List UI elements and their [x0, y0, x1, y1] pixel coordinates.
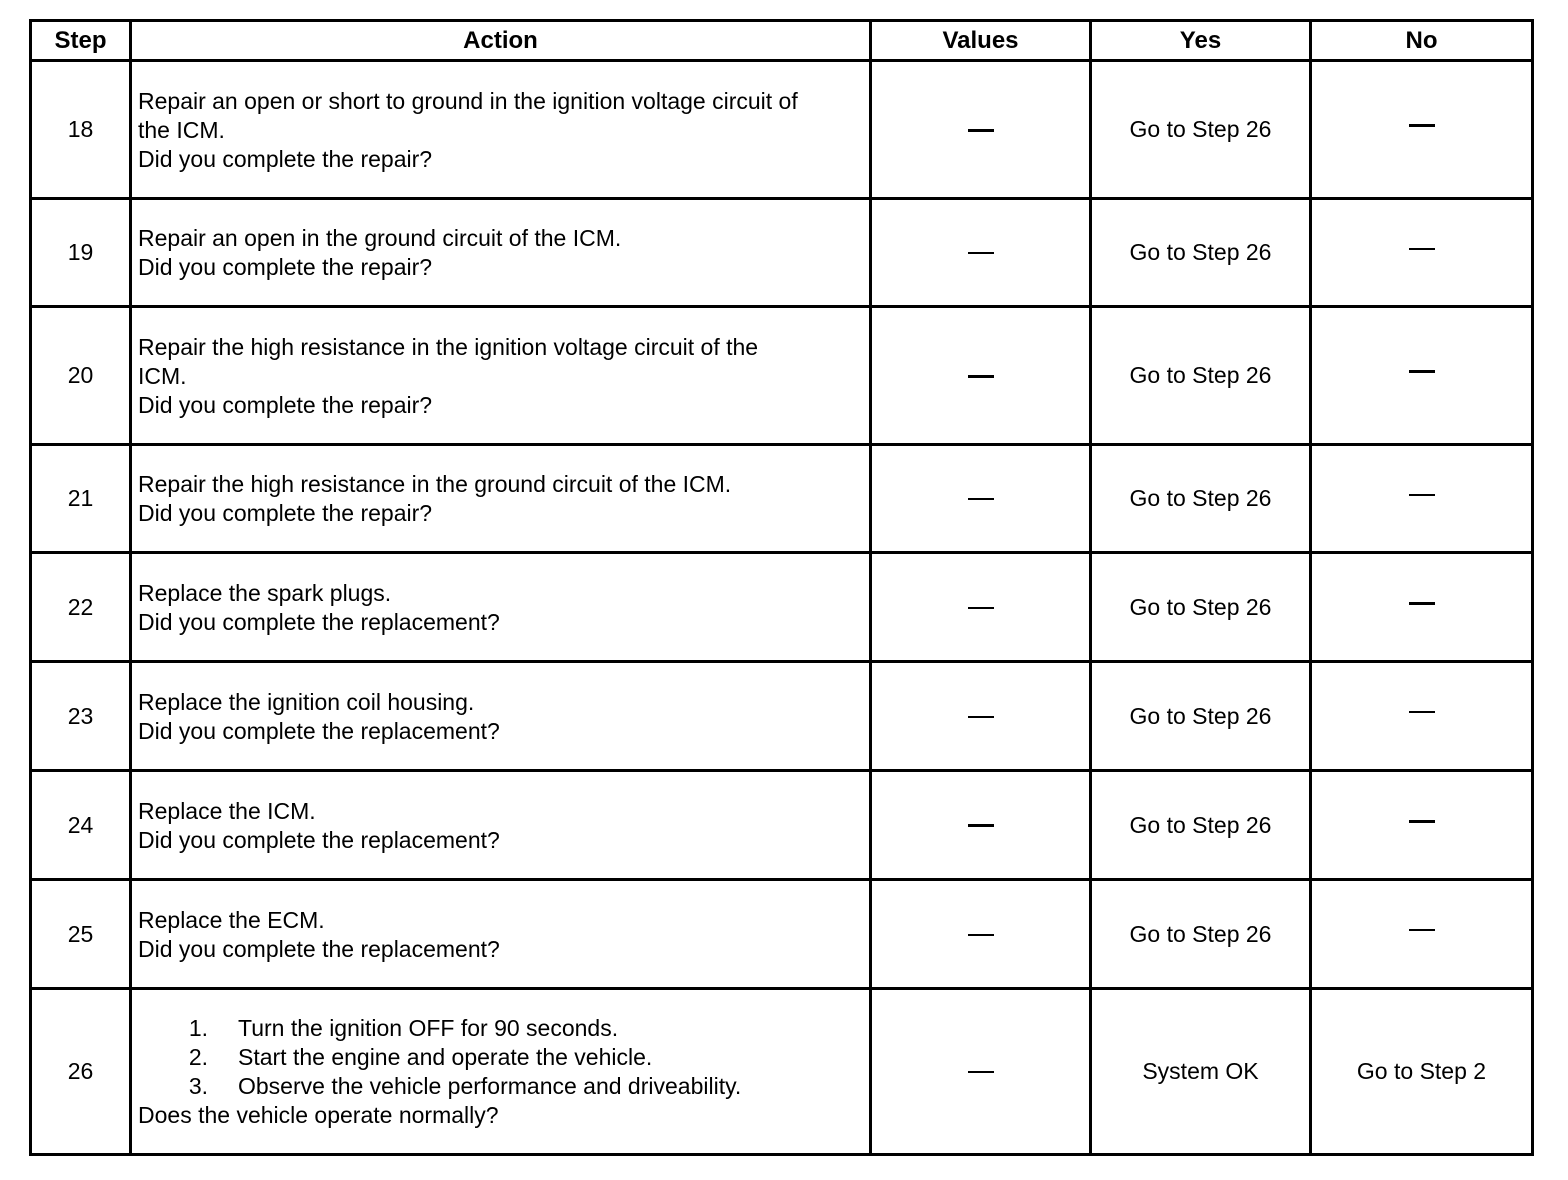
action-text: Replace the ignition coil housing. — [138, 688, 475, 715]
action-text: Repair an open in the ground circuit of the ICM. — [138, 225, 622, 251]
list-item-text: Observe the vehicle performance and driveability. — [238, 1073, 742, 1099]
no-cell — [1311, 445, 1533, 553]
yes-cell: Go to Step 26 — [1091, 199, 1311, 307]
values-dash — [968, 824, 994, 827]
no-dash — [1409, 602, 1435, 605]
no-cell — [1311, 553, 1533, 662]
header-yes: Yes — [1091, 21, 1311, 61]
table-row — [31, 199, 1533, 307]
table-row — [31, 307, 1533, 445]
action-cell — [131, 307, 871, 445]
step-number: 21 — [31, 445, 131, 553]
action-cell — [131, 771, 871, 880]
no-cell — [1311, 662, 1533, 771]
values-cell — [871, 662, 1091, 771]
no-dash — [1409, 711, 1435, 713]
table-row — [31, 445, 1533, 553]
action-question: Did you complete the repair? — [138, 145, 433, 172]
table-row — [31, 662, 1533, 771]
no-dash — [1409, 248, 1435, 250]
list-item-number: 1. — [188, 1015, 208, 1041]
yes-cell: Go to Step 26 — [1091, 662, 1311, 771]
list-item-number: 2. — [188, 1044, 208, 1070]
action-cell — [131, 445, 871, 553]
values-dash — [968, 129, 994, 132]
table-row — [31, 989, 1533, 1155]
step-number: 24 — [31, 771, 131, 880]
action-cell — [131, 989, 871, 1155]
action-text: Repair an open or short to ground in the ignition voltage circuit of — [138, 87, 798, 114]
action-question: Did you complete the replacement? — [138, 935, 500, 962]
action-text: the ICM. — [138, 116, 225, 143]
values-cell — [871, 880, 1091, 989]
values-dash — [968, 498, 994, 500]
no-cell — [1311, 307, 1533, 445]
table-row — [31, 880, 1533, 989]
no-dash — [1409, 929, 1435, 931]
procedure-list — [138, 1014, 869, 1101]
values-cell — [871, 61, 1091, 199]
values-cell — [871, 989, 1091, 1155]
list-item — [138, 1014, 869, 1043]
action-text: Repair the high resistance in the ignition voltage circuit of the — [138, 333, 759, 360]
values-dash — [968, 375, 994, 378]
step-number: 26 — [31, 989, 131, 1155]
yes-cell: Go to Step 26 — [1091, 445, 1311, 553]
header-values: Values — [871, 21, 1091, 61]
step-number: 22 — [31, 553, 131, 662]
header-row — [31, 21, 1533, 61]
action-question: Did you complete the replacement? — [138, 717, 500, 744]
step-number: 23 — [31, 662, 131, 771]
list-item — [138, 1043, 869, 1072]
values-cell — [871, 199, 1091, 307]
step-number: 18 — [31, 61, 131, 199]
no-cell — [1311, 880, 1533, 989]
yes-cell: Go to Step 26 — [1091, 771, 1311, 880]
no-cell: Go to Step 2 — [1311, 989, 1533, 1155]
action-cell — [131, 553, 871, 662]
action-cell — [131, 199, 871, 307]
step-number: 25 — [31, 880, 131, 989]
header-action: Action — [131, 21, 871, 61]
action-text: Replace the spark plugs. — [138, 579, 392, 606]
yes-cell: System OK — [1091, 989, 1311, 1155]
list-item — [138, 1072, 869, 1101]
values-dash — [968, 716, 994, 718]
action-cell — [131, 662, 871, 771]
no-dash — [1409, 124, 1435, 127]
action-question: Did you complete the replacement? — [138, 608, 500, 635]
action-cell — [131, 61, 871, 199]
values-dash — [968, 252, 994, 254]
values-cell — [871, 553, 1091, 662]
table-row — [31, 771, 1533, 880]
list-item-text: Start the engine and operate the vehicle. — [238, 1044, 653, 1070]
step-number: 19 — [31, 199, 131, 307]
no-cell — [1311, 199, 1533, 307]
no-dash — [1409, 820, 1435, 823]
values-cell — [871, 307, 1091, 445]
diagnostic-table — [29, 19, 1534, 1156]
list-item-number: 3. — [188, 1073, 208, 1099]
list-item-text: Turn the ignition OFF for 90 seconds. — [238, 1015, 619, 1041]
action-text: Replace the ECM. — [138, 906, 325, 933]
action-text: ICM. — [138, 362, 187, 389]
action-text: Replace the ICM. — [138, 797, 316, 824]
header-step: Step — [31, 21, 131, 61]
step-number: 20 — [31, 307, 131, 445]
no-dash — [1409, 370, 1435, 373]
table-row — [31, 61, 1533, 199]
table-row — [31, 553, 1533, 662]
yes-cell: Go to Step 26 — [1091, 61, 1311, 199]
action-cell — [131, 880, 871, 989]
values-cell — [871, 445, 1091, 553]
yes-cell: Go to Step 26 — [1091, 553, 1311, 662]
action-text: Repair the high resistance in the ground circuit of the ICM. — [138, 471, 732, 497]
action-question: Did you complete the replacement? — [138, 826, 500, 853]
action-question: Does the vehicle operate normally? — [138, 1102, 499, 1128]
values-dash — [968, 934, 994, 936]
action-question: Did you complete the repair? — [138, 500, 433, 526]
action-question: Did you complete the repair? — [138, 391, 433, 418]
values-dash — [968, 1071, 994, 1073]
no-cell — [1311, 61, 1533, 199]
header-no: No — [1311, 21, 1533, 61]
yes-cell: Go to Step 26 — [1091, 307, 1311, 445]
no-dash — [1409, 494, 1435, 496]
no-cell — [1311, 771, 1533, 880]
action-question: Did you complete the repair? — [138, 254, 433, 280]
yes-cell: Go to Step 26 — [1091, 880, 1311, 989]
values-cell — [871, 771, 1091, 880]
values-dash — [968, 607, 994, 609]
